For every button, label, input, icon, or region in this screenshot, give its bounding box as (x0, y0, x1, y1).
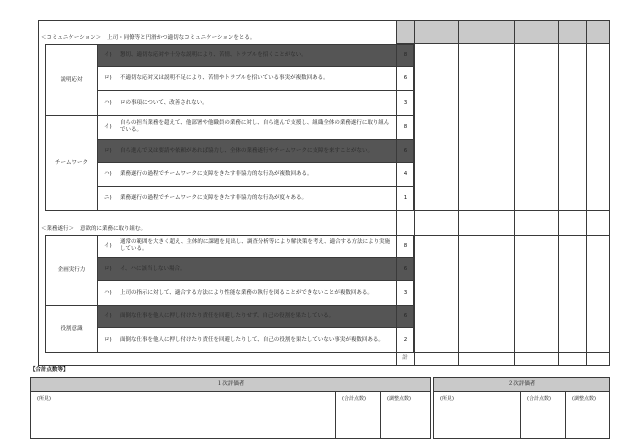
remarks-label: (所見) (440, 396, 454, 402)
criteria-score: 1 (396, 187, 414, 210)
criteria-score: 2 (396, 328, 414, 352)
criteria-mark: ハ) (104, 99, 112, 106)
score-column-header (397, 21, 414, 44)
criteria-mark: ハ) (104, 289, 112, 296)
criteria-text: 自ら進んで又は要請や依頼があれば協力し、全体の業務遂行やチームワークに支障を来すことがない。 (120, 147, 374, 154)
criteria-score: 6 (396, 140, 414, 162)
criteria-group-explanation (45, 44, 414, 116)
rating-column-header (415, 21, 458, 44)
grid-line (396, 210, 609, 211)
grid-line (396, 352, 609, 353)
criteria-score: 8 (396, 44, 414, 66)
rating-column-header (559, 21, 586, 44)
rating-column (458, 20, 514, 365)
adjusted-points-label: (調整点数) (572, 396, 596, 402)
criteria-text: 自らの担当業務を超えて、他部署や他職員の業務に対し、自ら進んで支援し、組織全体の業務遂行に取り組んでいる。 (120, 120, 390, 133)
remarks-cell (434, 392, 520, 438)
criteria-text: ロの事項について、改善されない。 (120, 99, 208, 106)
criteria-text: 業務遂行の過程でチームワークに支障をきたす非協力的な行為が度々ある。 (120, 195, 308, 201)
criteria-score: 8 (396, 115, 414, 139)
criteria-group-planning (45, 235, 414, 306)
criteria-text: 上司の指示に対して、適合する方法により性能な業務の執行を図ることができないことが複数回ある。 (120, 289, 373, 296)
first-evaluator-body (31, 392, 430, 438)
criteria-mark: ロ) (104, 75, 112, 81)
adjusted-points-cell (380, 392, 430, 438)
rating-column (586, 20, 609, 365)
rating-column-header (515, 21, 558, 44)
criteria-score: 4 (396, 163, 414, 186)
criteria-mark: イ) (104, 312, 112, 319)
criteria-text: 業務遂行の過程でチームワークに支障をきたす非協力的な行為が複数回ある。 (120, 171, 313, 177)
total-points-cell (520, 392, 565, 438)
criteria-score: 8 (396, 235, 414, 257)
total-points-label: (合計点数) (342, 396, 366, 402)
adjusted-points-label: (調整点数) (387, 396, 411, 402)
criteria-mark: ロ) (104, 336, 112, 343)
remarks-label: (所見) (37, 396, 51, 402)
criteria-text: 面倒な仕事を他人に押し付けたり責任を回避したりせず、自己の役割を果たしている。 (120, 312, 335, 319)
criteria-text: 通常の範囲を大きく超え、主体的に課題を見出し、調査分析等により解決策を考え、適合する方法により実施している。 (120, 239, 391, 252)
section-goal: 意欲的に業務に取り組む。 (80, 226, 147, 232)
section-header-work-execution (41, 226, 146, 233)
rating-column (558, 20, 586, 365)
total-label: 計 (402, 355, 408, 361)
rating-column-header (459, 21, 514, 44)
section-tag: ＜コミュニケーション＞ (41, 35, 102, 41)
criteria-mark: ロ) (104, 147, 112, 154)
criteria-label: 説明応対 (46, 45, 98, 115)
criteria-mark: イ) (104, 242, 112, 249)
rating-column (414, 20, 458, 365)
second-evaluator-table (433, 377, 610, 439)
adjusted-points-cell (565, 392, 609, 438)
first-evaluator-table (30, 377, 431, 439)
criteria-text: 面倒な仕事を他人に押し付けたり責任を回避したりして、自己の役割を果たしていない事実が複数回ある。 (120, 336, 384, 343)
criteria-score: 3 (396, 91, 414, 115)
second-evaluator-header: ２次評価者 (434, 378, 609, 392)
criteria-mark: ロ) (104, 265, 112, 272)
criteria-mark: イ) (104, 123, 112, 130)
total-points-label: (合計点数) (527, 396, 551, 402)
section-tag: ＜業務遂行＞ (41, 226, 75, 232)
rating-column (514, 20, 558, 365)
criteria-score: 6 (396, 67, 414, 90)
summary-title: 【合計点数等】 (30, 367, 69, 373)
criteria-text: イ、ハに該当しない場合。 (120, 265, 186, 272)
criteria-score: 3 (396, 281, 414, 305)
rating-column-header (587, 21, 609, 44)
criteria-group-role-awareness (45, 305, 414, 353)
remarks-cell (31, 392, 335, 438)
criteria-score: 6 (396, 258, 414, 280)
criteria-mark: イ) (104, 51, 112, 58)
second-evaluator-body (434, 392, 609, 438)
total-points-cell (335, 392, 380, 438)
criteria-label: 役割意識 (46, 306, 98, 352)
criteria-label: 企画実行力 (46, 236, 98, 305)
first-evaluator-header: １次評価者 (31, 378, 430, 392)
section-header-communication (41, 35, 255, 42)
grid-line (396, 235, 609, 236)
criteria-mark: ニ) (104, 195, 112, 201)
criteria-label: チームワーク (46, 116, 98, 210)
criteria-score: 6 (396, 305, 414, 327)
section-goal: 上司・同僚等と円滑かつ適切なコミュニケーションをとる。 (107, 35, 256, 41)
criteria-group-teamwork (45, 115, 414, 211)
criteria-text: 不適切な応対又は説明不足により、苦情やトラブルを招いている事実が複数回ある。 (120, 75, 329, 81)
criteria-mark: ハ) (104, 171, 112, 177)
criteria-text: 懇切、適切な応対や十分な説明により、苦情、トラブルを招くことがない。 (120, 51, 307, 58)
